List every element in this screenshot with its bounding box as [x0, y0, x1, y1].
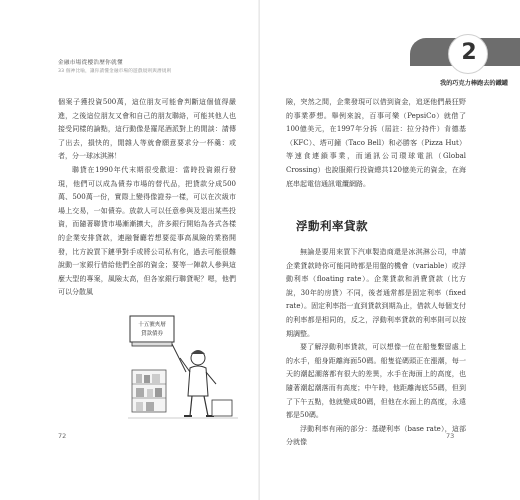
chapter-title: 我的巧克力棒跑去的鐵罐: [439, 80, 508, 87]
page-number: 73: [446, 432, 455, 440]
book-title: 金融市場從樓浩歷你就懂: [58, 60, 123, 66]
right-body-text-bottom: [286, 246, 466, 450]
chapter-number: 2: [461, 40, 477, 65]
paragraph: 聯貸在1990年代末期很受歡迎：當時投資銀行發現，他們可以成為債券市場的替代品，把貸款分成500萬、500萬一份，實際上變得像證券一樣，可以在次級市場上交易，一如債券。放款人可以任意參與及退出某些投資，而隨著聯貸市場漸漸擴大，許多銀行開始為各式各樣的企業安排貸款，連融餐廳若想要從事高風險的業務開發，比方說買下鏈爭對手或將公司私有化，過去可能很難說動一家銀行借給他們全部的資金；要等一陣款人參與這麼大型的專案，風險太高，但各家銀行聯貸呢？嗯，他們可以分散風: [58, 165, 236, 297]
section-heading: 浮動利率貸款: [296, 219, 368, 233]
paragraph: 無論是要用來買下汽車製造商還是冰淇淋公司，申請企業貸款時你可能同時都是用盤的機會（variable）或浮動利率（floating rate）。企業貸款和消費貸款（比方說，30年的房貸）不同，後者通常都是固定利率（fixed rate）。固定利率指一直到貸款到期為止，借款人每個支付的利率都是相同的，反之，浮動利率貸款的利率則可以按期調整。: [286, 248, 466, 338]
running-header: [58, 58, 171, 74]
illustration-label-2: 貸款債券: [140, 331, 164, 337]
paragraph: 險，突然之間，企業發現可以借到資金，追逐他們最狂野的事業夢想。舉例來說，百事可樂（PepsiCo）就借了100億美元，在1997年分拆（屆註：拉分持件）肯德基（KFC）、塔可鐘（Taco Bell）和必勝客（Pizza Hut）等速食連鎖事業，而通訊公司環球電訊（Global Crossing）也說服銀行投資總共120億美元的資金，在海底串起電信通訊電纜網路。: [286, 98, 466, 188]
page-number: 72: [58, 432, 67, 440]
book-subtitle: 33 個神比喻，讓你讀懂金融市場的遊戲規則與潛規則: [58, 69, 172, 74]
paragraph: 浮動利率有兩的部分：基礎利率（base rate），這部分就像: [286, 424, 466, 447]
paragraph: 個案子獲投資500萬，這位朋友可能會判斷這個值得嚴進，之後這位朋友又會和自己的朋友聯絡，可能其他人也接受同樣的論點，這行動像是羅尾酒派對上的閒談：請傳了出去，損快的，閒雜人等就會願意要求分一杯羹：或者，分一球冰淇淋！: [58, 98, 236, 161]
left-body-text: [58, 96, 236, 300]
paragraph: 要了解浮動利率貸款，可以想像一位在船隻繫留處上的水手，船身距離海面50碼。船隻從碼頭正在漲潮，每一天的潮起潮落都有很大的差異，水手在海面上的高度，也隨著潮起潮落而有高度；中午時，他距離海底55碼，但到了下午五點，他就變成80碼，但他在水面上的高度，永遠都是50碼。: [286, 343, 466, 420]
cartoon-illustration: [128, 312, 238, 424]
illustration-label-1: 十五號夾層: [138, 322, 166, 328]
right-body-text-top: [286, 96, 466, 191]
